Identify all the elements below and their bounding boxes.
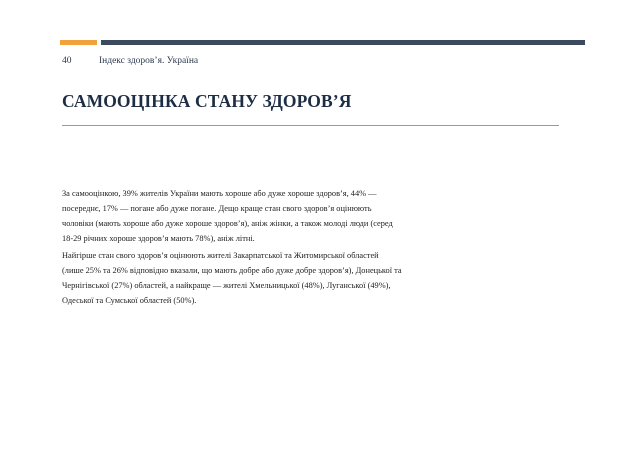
report-title: Індекс здоров’я. Україна bbox=[99, 56, 199, 66]
section-divider bbox=[62, 125, 559, 126]
header-accent-bar bbox=[60, 40, 97, 45]
body-paragraph: Найгірше стан свого здоров’я оцінюють жителі Закарпатської та Житомирської областей (лише 25% та 26% відповідно вказали, що мають добре або дуже добре здоров’я), Донецької та Чернігівської (27%) областей, а найкраще — жителі Хмельницької (48%), Луганської (49%), Одеської та Сумської областей (50%). bbox=[62, 251, 402, 305]
body-paragraph: За самооцінкою, 39% жителів України мають хороше або дуже хороше здоров’я, 44% — посереднє, 17% — погане або дуже погане. Дещо краще стан свого здоров’я оцінюють чоловіки (мають хороше або дуже хороше здоров’я), аніж жінки, а також молоді люди (серед 18-29 річних хороше здоров’я мають 78%), аніж літні. bbox=[62, 189, 393, 243]
page-number: 40 bbox=[62, 56, 72, 66]
header-main-bar bbox=[101, 40, 585, 45]
section-title: САМООЦІНКА СТАНУ ЗДОРОВ’Я bbox=[62, 91, 352, 111]
body-text bbox=[62, 186, 402, 310]
